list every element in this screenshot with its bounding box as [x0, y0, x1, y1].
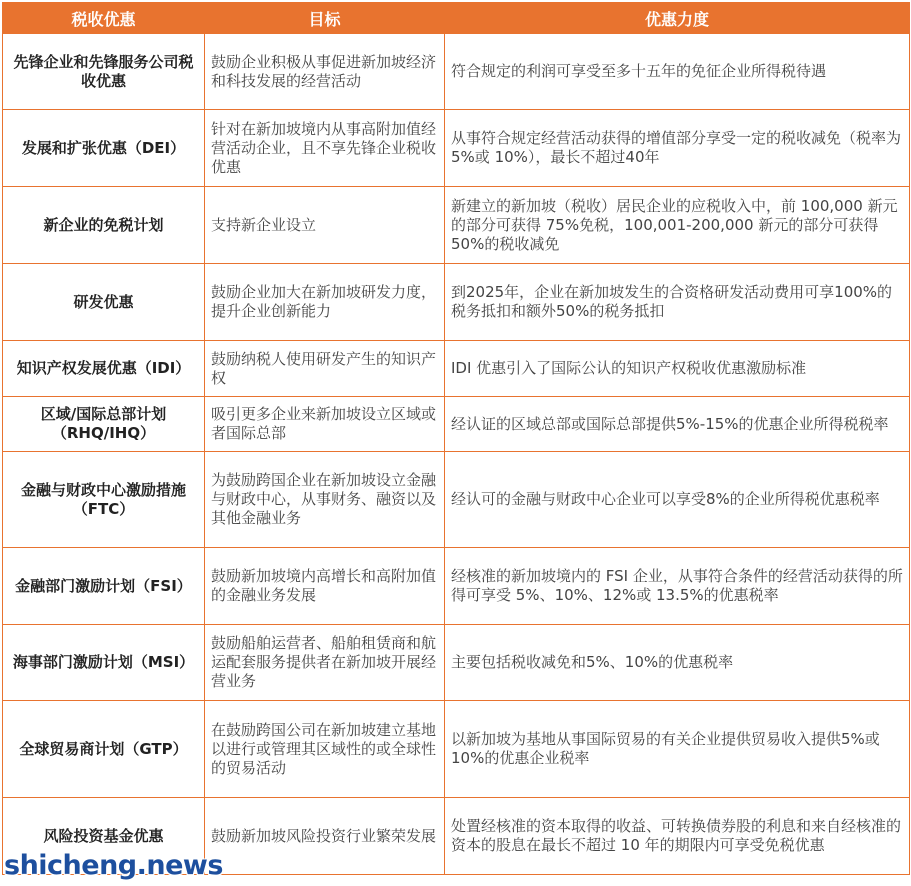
incentive-name: 风险投资基金优惠 [3, 798, 205, 875]
header-goal: 目标 [205, 3, 445, 34]
incentive-goal: 吸引更多企业来新加坡设立区域或者国际总部 [205, 397, 445, 452]
incentive-benefit: 经核准的新加坡境内的 FSI 企业，从事符合条件的经营活动获得的所得可享受 5%、10%、12%或 13.5%的优惠税率 [445, 548, 910, 625]
incentive-name: 新企业的免税计划 [3, 187, 205, 264]
incentive-goal: 鼓励船舶运营者、船舶租赁商和航运配套服务提供者在新加坡开展经营业务 [205, 625, 445, 701]
incentive-goal: 鼓励新加坡风险投资行业繁荣发展 [205, 798, 445, 875]
header-tax-incentive: 税收优惠 [3, 3, 205, 34]
incentive-goal: 鼓励新加坡境内高增长和高附加值的金融业务发展 [205, 548, 445, 625]
incentive-benefit: IDI 优惠引入了国际公认的知识产权税收优惠激励标准 [445, 341, 910, 397]
incentive-benefit: 经认证的区域总部或国际总部提供5%-15%的优惠企业所得税税率 [445, 397, 910, 452]
header-benefit: 优惠力度 [445, 3, 910, 34]
incentive-benefit: 新建立的新加坡（税收）居民企业的应税收入中，前 100,000 新元的部分可获得 75%免税，100,001-200,000 新元的部分可获得 50%的税收减免 [445, 187, 910, 264]
incentive-benefit: 从事符合规定经营活动获得的增值部分享受一定的税收减免（税率为 5%或 10%），最长不超过40年 [445, 110, 910, 187]
incentive-benefit: 处置经核准的资本取得的收益、可转换债券股的利息和来自经核准的资本的股息在最长不超过 10 年的期限内可享受免税优惠 [445, 798, 910, 875]
table-row [3, 341, 910, 397]
table-row [3, 397, 910, 452]
incentive-name: 知识产权发展优惠（IDI） [3, 341, 205, 397]
watermark-text: shicheng.news [4, 850, 223, 881]
incentive-goal: 支持新企业设立 [205, 187, 445, 264]
incentive-benefit: 到2025年，企业在新加坡发生的合资格研发活动费用可享100%的税务抵扣和额外50%的税务抵扣 [445, 264, 910, 341]
incentive-goal: 鼓励企业加大在新加坡研发力度，提升企业创新能力 [205, 264, 445, 341]
table-row [3, 110, 910, 187]
table-row [3, 452, 910, 548]
incentive-name: 金融与财政中心激励措施（FTC） [3, 452, 205, 548]
table-row [3, 34, 910, 110]
incentive-goal: 针对在新加坡境内从事高附加值经营活动企业，且不享先锋企业税收优惠 [205, 110, 445, 187]
incentive-name: 区域/国际总部计划（RHQ/IHQ） [3, 397, 205, 452]
incentive-benefit: 主要包括税收减免和5%、10%的优惠税率 [445, 625, 910, 701]
table-row [3, 701, 910, 798]
incentive-name: 金融部门激励计划（FSI） [3, 548, 205, 625]
incentive-goal: 在鼓励跨国公司在新加坡建立基地以进行或管理其区域性的或全球性的贸易活动 [205, 701, 445, 798]
incentive-name: 研发优惠 [3, 264, 205, 341]
incentive-name: 发展和扩张优惠（DEI） [3, 110, 205, 187]
incentive-name: 全球贸易商计划（GTP） [3, 701, 205, 798]
tax-incentive-table [2, 2, 910, 875]
incentive-goal: 鼓励企业积极从事促进新加坡经济和科技发展的经营活动 [205, 34, 445, 110]
table-row [3, 264, 910, 341]
table-row [3, 548, 910, 625]
incentive-benefit: 以新加坡为基地从事国际贸易的有关企业提供贸易收入提供5%或10%的优惠企业税率 [445, 701, 910, 798]
incentive-goal: 为鼓励跨国企业在新加坡设立金融与财政中心，从事财务、融资以及其他金融业务 [205, 452, 445, 548]
incentive-name: 海事部门激励计划（MSI） [3, 625, 205, 701]
table-row [3, 187, 910, 264]
incentive-name: 先锋企业和先锋服务公司税收优惠 [3, 34, 205, 110]
incentive-benefit: 符合规定的利润可享受至多十五年的免征企业所得税待遇 [445, 34, 910, 110]
header-row [3, 3, 910, 34]
incentive-benefit: 经认可的金融与财政中心企业可以享受8%的企业所得税优惠税率 [445, 452, 910, 548]
incentive-goal: 鼓励纳税人使用研发产生的知识产权 [205, 341, 445, 397]
table-row [3, 625, 910, 701]
